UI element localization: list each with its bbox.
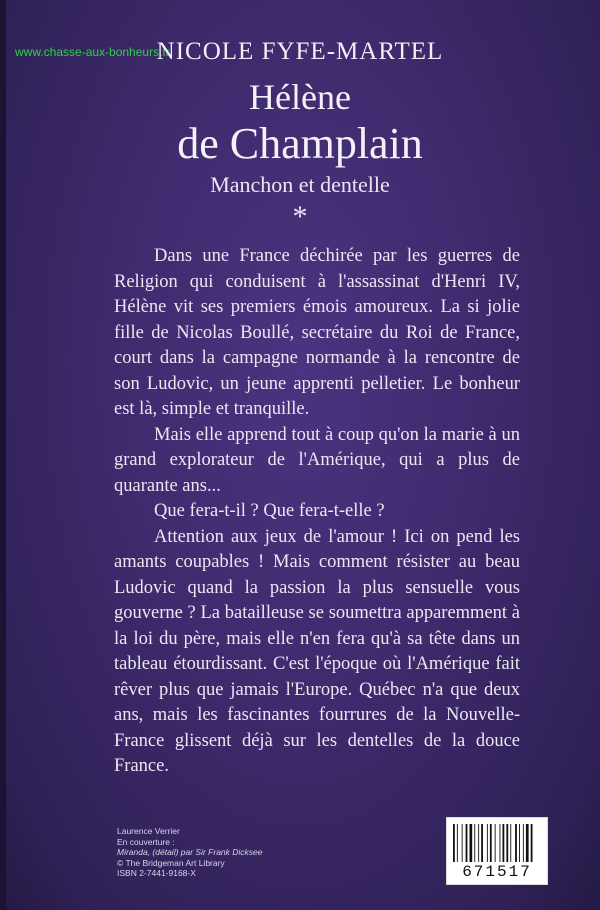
barcode-bar [519,824,520,862]
barcode-bar [506,824,508,862]
blurb-paragraph-3: Que fera-t-il ? Que fera-t-elle ? [154,501,385,521]
title-line-2: de Champlain [177,119,423,168]
barcode-number: 671517 [462,863,532,881]
barcode-bar [503,824,505,862]
cover-credits [117,826,263,879]
blurb [114,244,520,780]
barcode-bar [470,824,473,862]
barcode [446,817,548,885]
barcode-bar [487,824,488,862]
credit-designer: Laurence Verrier [117,826,180,836]
author-name: NICOLE FYFE-MARTEL [156,38,444,65]
barcode-bar [481,824,483,862]
barcode-bar [515,824,517,862]
subtitle: Manchon et dentelle [210,172,390,197]
blurb-paragraph-1: Dans une France déchirée par les guerres de Religion qui conduisent à l'assassinat d'Henri IV, Hélène vit ses premiers émois amoureux. La si jolie fille de Nicolas Boullé, secrétaire du Roi de France, court dans la campagne normande à la rencontre de son Ludovic, un jeune apprenti pelletier. Le bonheur est là, simple et tranquille. [114,246,520,419]
credit-library: © The Bridgeman Art Library [117,857,225,868]
title-line-1: Hélène [249,77,351,117]
barcode-bar [474,824,475,862]
barcode-bar [510,824,511,862]
barcode-bars [453,824,543,862]
watermark-url: www.chasse-aux-bonheurs.fr [15,45,170,59]
blurb-paragraph-2: Mais elle apprend tout à coup qu'on la marie à un grand explorateur de l'Amérique, qui a plus de quarante ans... [114,424,520,496]
barcode-bar [453,824,455,862]
barcode-bar [500,824,501,862]
credit-cover-label: En couverture : [117,836,175,847]
barcode-bar [523,824,524,862]
barcode-bar [478,824,479,862]
barcode-bar [462,824,463,862]
barcode-bar [490,824,492,862]
credit-painting: Miranda, (détail) par Sir Frank Dicksee [117,847,263,857]
barcode-bar [457,824,458,862]
barcode-bar [466,824,468,862]
barcode-bar [495,824,496,862]
ornament-asterisk: * [292,200,308,233]
barcode-bar [531,824,533,862]
blurb-paragraph-4: Attention aux jeux de l'amour ! Ici on pend les amants coupables ! Mais comment résister au beau Ludovic quand la passion la plus sensuelle vous gouverne ? La batailleuse se soumettra apparemment à la loi du père, mais elle n'en fera qu'à sa tête dans un tableau étourdissant. C'est l'époque où l'Amérique fait rêver plus que jamais l'Europe. Québec n'a que deux ans, mais les fascinantes fourrures de la Nouvelle-France glissent déjà sur les dentelles de la douce France. [114,526,520,776]
barcode-bar [526,824,529,862]
isbn: ISBN 2-7441-9168-X [117,868,196,878]
